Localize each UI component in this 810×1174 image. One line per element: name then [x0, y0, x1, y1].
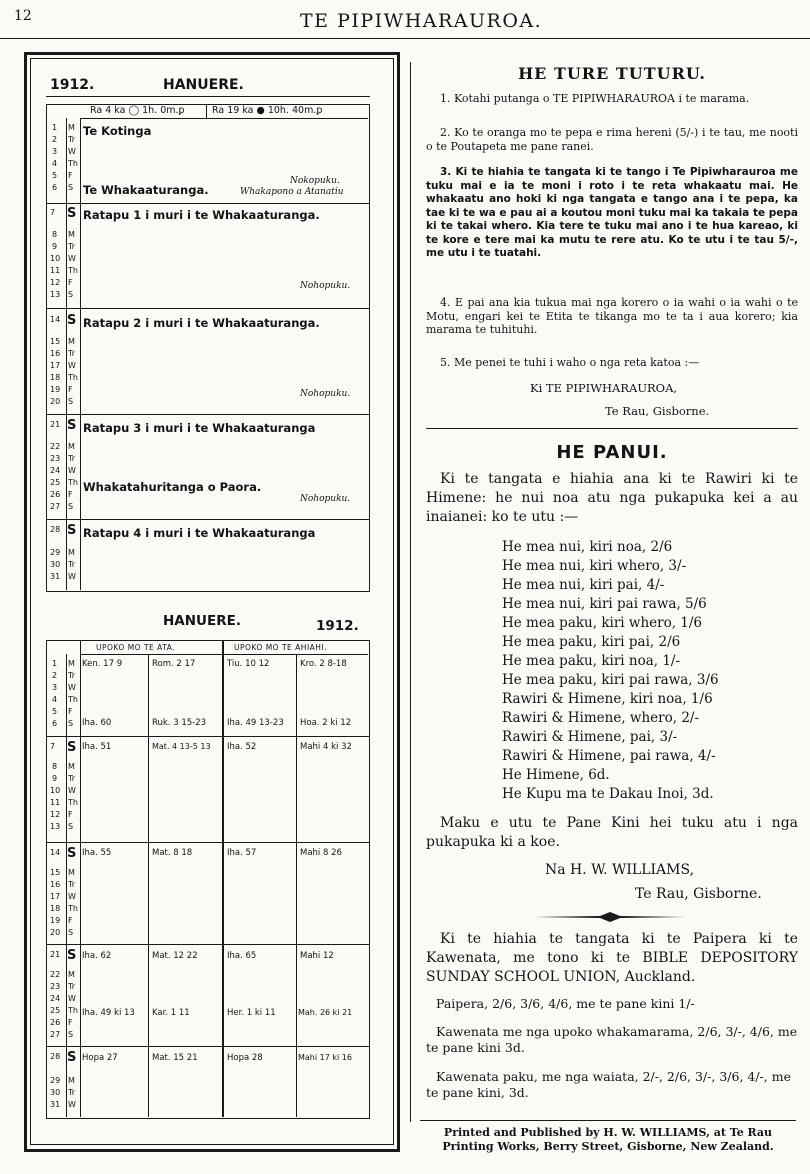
- lesson-cell: Her. 1 ki 11: [227, 1008, 276, 1018]
- weekday: Th: [68, 159, 78, 168]
- price-line: He mea nui, kiri pai rawa, 5/6: [502, 596, 707, 612]
- week-sep: [46, 944, 369, 945]
- date: 8: [52, 230, 58, 239]
- price-line: He mea paku, kiri pai rawa, 3/6: [502, 672, 719, 688]
- panui-b2: Kawenata me nga upoko whakamarama, 2/6, 3/-, 4/6, me te pane kini 3d.: [426, 1024, 798, 1055]
- weekday: Th: [68, 266, 78, 275]
- date: 7: [50, 742, 56, 751]
- col-morning: UPOKO MO TE ATA.: [96, 643, 176, 652]
- weekday: W: [68, 683, 76, 692]
- lesson-cell: Rom. 2 17: [152, 659, 196, 669]
- weekday: Tr: [68, 560, 75, 569]
- panui-sign-2: Te Rau, Gisborne.: [635, 886, 762, 902]
- lesson-cell: Mahi 8 26: [300, 848, 342, 858]
- date: 4: [52, 159, 58, 168]
- date: 5: [52, 171, 58, 180]
- lesson-cell: Mahi 4 ki 32: [300, 742, 352, 752]
- feast-entry: Ratapu 4 i muri i te Whakaaturanga: [83, 526, 316, 540]
- week-sep: [46, 203, 369, 204]
- date: 16: [50, 349, 61, 358]
- price-line: Rawiri & Himene, pai rawa, 4/-: [502, 748, 716, 764]
- weekday: S: [68, 397, 74, 406]
- date: 9: [52, 774, 58, 783]
- date: 22: [50, 970, 61, 979]
- panui-maku: Maku e utu te Pane Kini hei tuku atu i nga pukapuka ki a koe.: [426, 815, 798, 850]
- weekday: M: [68, 762, 75, 771]
- fast-note: Nohopuku.: [300, 281, 351, 291]
- date: 25: [50, 478, 61, 487]
- lesson-cell: Iha. 57: [227, 848, 257, 858]
- fast-note: Nohopuku.: [300, 494, 351, 504]
- lesson-cell: Iha. 52: [227, 742, 257, 752]
- sunday-mark: S: [67, 948, 77, 963]
- weekday: Tr: [68, 1088, 75, 1097]
- imprint: Printed and Published by H. W. WILLIAMS, at Te Rau Printing Works, Berry Street, Gisborne, New Zealand.: [442, 1126, 774, 1153]
- price-line: Rawiri & Himene, whero, 2/-: [502, 710, 700, 726]
- weekday: Tr: [68, 880, 75, 889]
- lesson-cell: Mah. 26 ki 21: [298, 1008, 353, 1017]
- weekday: M: [68, 337, 75, 346]
- page-title: TE PIPIWHARAUROA.: [300, 10, 543, 32]
- date: 31: [50, 1100, 61, 1109]
- lesson-cell: Iha. 65: [227, 951, 257, 961]
- price-line: He mea paku, kiri pai, 2/6: [502, 634, 681, 650]
- price-line: He mea nui, kiri pai, 4/-: [502, 577, 665, 593]
- ornament-dash-icon: [530, 910, 690, 924]
- week-sep: [46, 1046, 369, 1047]
- lesson-cell: Iha. 55: [82, 848, 112, 858]
- weekday: F: [68, 707, 73, 716]
- date: 20: [50, 928, 61, 937]
- date: 12: [50, 810, 61, 819]
- weekday: W: [68, 254, 76, 263]
- weekday: S: [68, 183, 74, 192]
- weekday: Th: [68, 798, 78, 807]
- weekday: Th: [68, 1006, 78, 1015]
- price-line: He mea paku, kiri noa, 1/-: [502, 653, 681, 669]
- cal-month: HANUERE.: [163, 77, 244, 93]
- weekday: M: [68, 1076, 75, 1085]
- lesson-cell: Tiu. 10 12: [227, 659, 270, 669]
- weekday: F: [68, 385, 73, 394]
- moon-phase-first: Ra 4 ka ◯ 1h. 0m.ꝑ: [90, 105, 185, 116]
- lesson-cell: Ruk. 3 15-23: [152, 718, 207, 728]
- date: 9: [52, 242, 58, 251]
- weekday: Tr: [68, 242, 75, 251]
- date: 23: [50, 454, 61, 463]
- lesson-cell: Iha. 60: [82, 718, 112, 728]
- price-line: Rawiri & Himene, pai, 3/-: [502, 729, 678, 745]
- header-rule: [0, 38, 810, 39]
- cal-year: 1912.: [50, 77, 95, 93]
- price-line: He mea nui, kiri whero, 3/-: [502, 558, 687, 574]
- date: 30: [50, 1088, 61, 1097]
- lesson-cell: Hopa 28: [227, 1053, 263, 1063]
- weekday: M: [68, 230, 75, 239]
- date: 31: [50, 572, 61, 581]
- ture-address-2: Te Rau, Gisborne.: [605, 404, 710, 418]
- col-line: [148, 654, 149, 1117]
- lesson-cell: Mat. 12 22: [152, 951, 198, 961]
- weekday: Tr: [68, 774, 75, 783]
- price-line: He mea nui, kiri noa, 2/6: [502, 539, 673, 555]
- panui-bible: Ki te hiahia te tangata ki te Paipera ki te Kawenata, me tono ki te BIBLE DEPOSITORY SUNDAY SCHOOL UNION, Auckland.: [426, 931, 798, 985]
- date: 19: [50, 385, 61, 394]
- feast-entry: Te Whakaaturanga.: [83, 183, 209, 197]
- lesson-cell: Iha. 49 13-23: [227, 718, 284, 728]
- section-rule: [426, 428, 798, 429]
- ture-p1: 1. Kotahi putanga o TE PIPIWHARAUROA i te marama.: [440, 92, 750, 105]
- col-evening: UPOKO MO TE AHIAHI.: [234, 643, 328, 652]
- lesson-cell: Iha. 51: [82, 742, 112, 752]
- date: 5: [52, 707, 58, 716]
- date: 7: [50, 208, 56, 217]
- lesson-cell: Kro. 2 8-18: [300, 659, 347, 669]
- weekday: W: [68, 572, 76, 581]
- ture-p2: 2. Ko te oranga mo te pepa e rima hereni (5/-) i te tau, me nooti o te Poutapeta me pane ranei.: [426, 126, 798, 153]
- moon-divider: [206, 104, 207, 118]
- date: 16: [50, 880, 61, 889]
- weekday: W: [68, 361, 76, 370]
- weekday: S: [68, 290, 74, 299]
- lesson-cell: Mahi 12: [300, 951, 334, 961]
- date: 19: [50, 916, 61, 925]
- week-sep: [46, 736, 369, 737]
- panui-b3: Kawenata paku, me nga waiata, 2/-, 2/6, 3/-, 3/6, 4/-, me te pane kini, 3d.: [426, 1069, 791, 1100]
- lesson-cell: Mahi 17 ki 16: [298, 1053, 352, 1062]
- sunday-mark: S: [67, 206, 77, 221]
- price-line: He Kupu ma te Dakau Inoi, 3d.: [502, 786, 714, 802]
- ture-address-1: Ki TE PIPIWHARAUROA,: [530, 381, 678, 395]
- date: 2: [52, 671, 58, 680]
- sunday-mark: S: [67, 523, 77, 538]
- weekday: F: [68, 916, 73, 925]
- fast-note: Nohopuku.: [300, 389, 351, 399]
- weekday: F: [68, 1018, 73, 1027]
- weekday: W: [68, 1100, 76, 1109]
- weekday: Th: [68, 373, 78, 382]
- weekday: Tr: [68, 135, 75, 144]
- weekday: W: [68, 786, 76, 795]
- date: 1: [52, 659, 58, 668]
- price-line: He mea paku, kiri whero, 1/6: [502, 615, 703, 631]
- ture-p5: 5. Me penei te tuhi i waho o nga reta katoa :—: [440, 356, 700, 369]
- date: 17: [50, 361, 61, 370]
- lesson-cell: Iha. 49 ki 13: [82, 1008, 135, 1018]
- date: 15: [50, 337, 61, 346]
- lessons-year: 1912.: [316, 618, 359, 634]
- weekday: Tr: [68, 982, 75, 991]
- date: 6: [52, 719, 58, 728]
- weekday: Tr: [68, 671, 75, 680]
- feast-entry: Ratapu 2 i muri i te Whakaaturanga.: [83, 316, 320, 330]
- date: 18: [50, 373, 61, 382]
- date: 26: [50, 490, 61, 499]
- column-rule: [410, 62, 411, 1122]
- date: 17: [50, 892, 61, 901]
- panui-sign-1: Na H. W. WILLIAMS,: [545, 862, 695, 878]
- weekday: M: [68, 659, 75, 668]
- lesson-cell: Hoa. 2 ki 12: [300, 718, 352, 728]
- date: 21: [50, 950, 61, 959]
- weekday: Tr: [68, 454, 75, 463]
- date: 29: [50, 1076, 61, 1085]
- date: 4: [52, 695, 58, 704]
- price-line: Rawiri & Himene, kiri noa, 1/6: [502, 691, 713, 707]
- lesson-cell: Mat. 8 18: [152, 848, 193, 858]
- date: 2: [52, 135, 58, 144]
- weekday: M: [68, 970, 75, 979]
- cal-rule: [46, 96, 370, 97]
- date: 10: [50, 786, 61, 795]
- weekday: S: [68, 928, 74, 937]
- date: 24: [50, 466, 61, 475]
- date: 27: [50, 502, 61, 511]
- date: 13: [50, 822, 61, 831]
- date: 28: [50, 1052, 61, 1061]
- panui-b1: Paipera, 2/6, 3/6, 4/6, me te pane kini 1/-: [436, 996, 695, 1011]
- weekday: F: [68, 810, 73, 819]
- date: 14: [50, 848, 61, 857]
- date: 1: [52, 123, 58, 132]
- weekday: W: [68, 892, 76, 901]
- date: 10: [50, 254, 61, 263]
- moon-phase-full: Ra 19 ka ● 10h. 40m.ꝑ: [212, 105, 323, 116]
- weekday: Th: [68, 904, 78, 913]
- date: 26: [50, 1018, 61, 1027]
- weekday: M: [68, 868, 75, 877]
- sunday-mark: S: [67, 418, 77, 433]
- ture-p4: 4. E pai ana kia tukua mai nga korero o ia wahi o ia wahi o te Motu, engari kei te Etita te tikanga mo te ta i aua korero; kia marama te tuhituhi.: [426, 296, 798, 336]
- date: 14: [50, 315, 61, 324]
- weekday: Th: [68, 695, 78, 704]
- col-line: [296, 654, 297, 1117]
- date: 30: [50, 560, 61, 569]
- weekday: W: [68, 994, 76, 1003]
- date: 22: [50, 442, 61, 451]
- sunday-mark: S: [67, 846, 77, 861]
- weekday: S: [68, 1030, 74, 1039]
- lessons-head-rule: [80, 654, 368, 655]
- feast-entry: Ratapu 1 i muri i te Whakaaturanga.: [83, 208, 320, 222]
- panui-heading: HE PANUI.: [556, 442, 668, 463]
- date: 11: [50, 266, 61, 275]
- date: 3: [52, 147, 58, 156]
- date: 21: [50, 420, 61, 429]
- date: 18: [50, 904, 61, 913]
- feast-entry: Te Kotinga: [83, 124, 152, 138]
- lesson-cell: Hopa 27: [82, 1053, 118, 1063]
- weekday: M: [68, 548, 75, 557]
- date-col-line: [66, 654, 67, 1117]
- lesson-cell: Mat. 4 13-5 13: [152, 742, 211, 751]
- weekday: S: [68, 502, 74, 511]
- lesson-cell: Kar. 1 11: [152, 1008, 190, 1018]
- lesson-cell: Ken. 17 9: [82, 659, 123, 669]
- weekday: F: [68, 278, 73, 287]
- week-sep: [46, 842, 369, 843]
- date: 13: [50, 290, 61, 299]
- page-number: 12: [14, 8, 32, 24]
- date: 25: [50, 1006, 61, 1015]
- date: 27: [50, 1030, 61, 1039]
- sunday-mark: S: [67, 313, 77, 328]
- weekday: S: [68, 719, 74, 728]
- date: 15: [50, 868, 61, 877]
- weekday: F: [68, 490, 73, 499]
- sunday-mark: S: [67, 1050, 77, 1065]
- weekday: F: [68, 171, 73, 180]
- date: 12: [50, 278, 61, 287]
- date: 29: [50, 548, 61, 557]
- date: 11: [50, 798, 61, 807]
- ture-p3: 3. Ki te hiahia te tangata ki te tango i Te Pipiwharauroa me tuku mai e ia te moni i roto i te reta whakaatu mai. He whakaatu ano hoki ki nga tangata e tango ana i te pepa, ka tae ki te wa e pau ai a koutou moni tuku mai ka takaia te pepa ki te takai whero. Kia tere te tuku mai ano i te hua kareao, ki te kore e tere mai ka mutu te rere atu. Ko te utu i te tau 5/-, me utu i te tuatahi.: [426, 166, 798, 259]
- feast-entry: Whakatahuritanga o Paora.: [83, 480, 262, 494]
- feast-entry: Ratapu 3 i muri i te Whakaaturanga: [83, 421, 316, 435]
- date: 3: [52, 683, 58, 692]
- date: 6: [52, 183, 58, 192]
- weekday: Tr: [68, 349, 75, 358]
- lessons-table: [46, 640, 370, 1119]
- date: 20: [50, 397, 61, 406]
- date: 28: [50, 525, 61, 534]
- weekday: W: [68, 466, 76, 475]
- ture-heading: HE TURE TUTURU.: [518, 64, 706, 83]
- date: 8: [52, 762, 58, 771]
- weekday: M: [68, 442, 75, 451]
- lesson-cell: Iha. 62: [82, 951, 112, 961]
- sunday-mark: S: [67, 740, 77, 755]
- weekday: Th: [68, 478, 78, 487]
- lessons-month: HANUERE.: [163, 613, 241, 629]
- week-sep: [46, 308, 369, 309]
- date: 24: [50, 994, 61, 1003]
- footer-rule: [420, 1120, 796, 1121]
- week-sep: [46, 414, 369, 415]
- fast-note: Nokopuku.: [290, 176, 340, 186]
- panui-intro: Ki te tangata e hiahia ana ki te Rawiri ki te Himene: he nui noa atu nga pukapuka kei a au inaianei: ko te utu :—: [426, 471, 798, 525]
- weekday: M: [68, 123, 75, 132]
- weekday: S: [68, 822, 74, 831]
- feast-note: Whakapono a Atanatiu: [240, 187, 344, 197]
- date: 23: [50, 982, 61, 991]
- lesson-cell: Mat. 15 21: [152, 1053, 198, 1063]
- weekday: W: [68, 147, 76, 156]
- price-line: He Himene, 6d.: [502, 767, 610, 783]
- week-sep: [46, 519, 369, 520]
